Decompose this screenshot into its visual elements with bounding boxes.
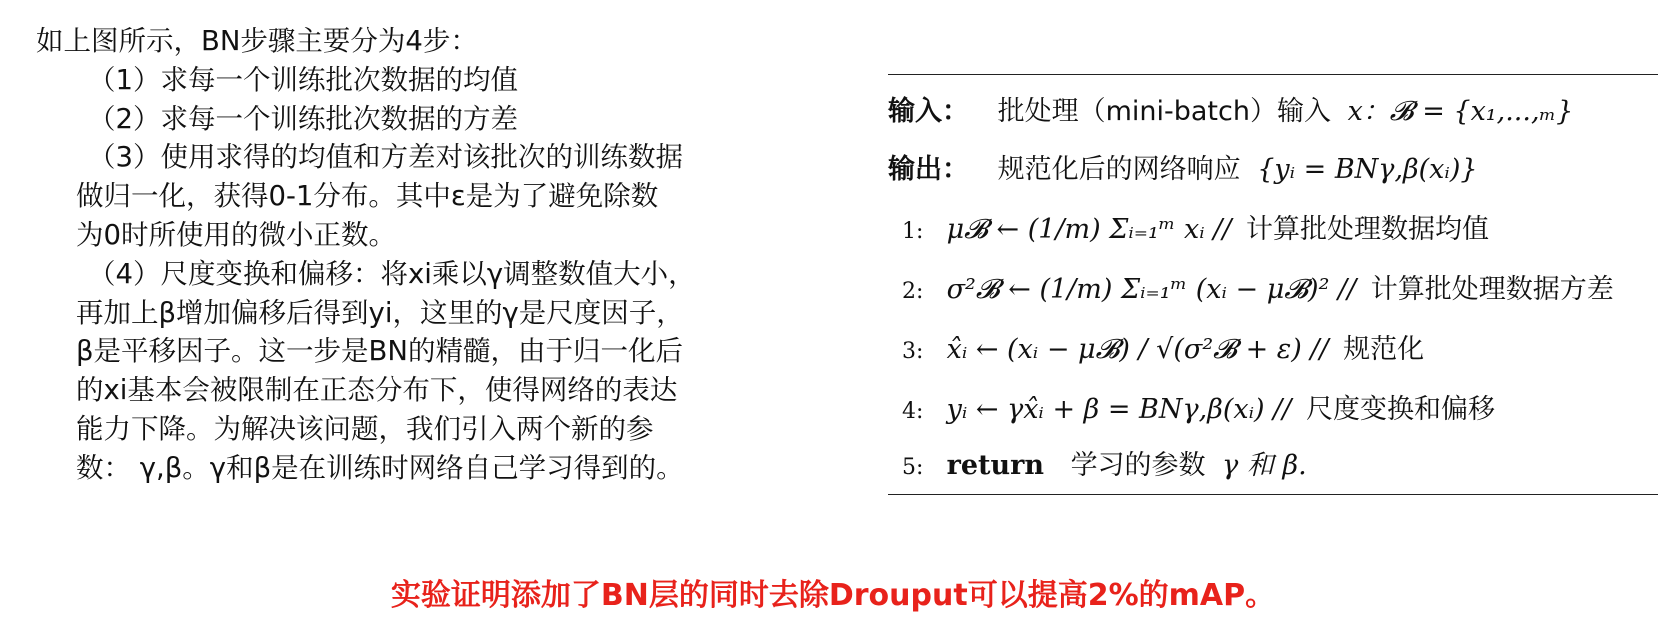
conclusion-text: 实验证明添加了BN层的同时去除Drouput可以提高2%的mAP。 (390, 578, 1276, 613)
algo-step-2-number: 2: (902, 279, 924, 304)
algo-step-3-comment: 规范化 (1343, 334, 1425, 365)
algo-step-2-comment: 计算批处理数据方差 (1370, 274, 1614, 305)
bn-steps-explanation (36, 22, 806, 488)
algo-step-5-text: 学习的参数 (1070, 450, 1206, 481)
algo-step-4-row (902, 387, 1495, 426)
algo-step-4-math: yᵢ ← γx̂ᵢ + β = BNγ,β(xᵢ) // (946, 394, 1292, 425)
algo-input-text: 批处理（mini-batch）输入 (997, 96, 1331, 127)
algo-step-3-row (902, 327, 1424, 366)
step-3-line-3: 为0时所使用的微小正数。 (76, 218, 396, 251)
algo-step-2-math: σ²𝓑 ← (1/m) Σᵢ₌₁ᵐ (xᵢ − μ𝓑)² // (946, 274, 1357, 305)
algo-output-text: 规范化后的网络响应 (997, 154, 1241, 185)
step-3-line-2: 做归一化，获得0-1分布。其中ε是为了避免除数 (76, 180, 659, 213)
algo-step-4-comment: 尺度变换和偏移 (1305, 394, 1495, 425)
algo-step-5-number: 5: (902, 455, 924, 480)
algo-step-1-math: μ𝓑 ← (1/m) Σᵢ₌₁ᵐ xᵢ // (946, 214, 1232, 245)
algo-input-label: 输入： (888, 96, 969, 127)
step-4-line-1: （4）尺度变换和偏移：将xi乘以γ调整数值大小， (88, 257, 696, 290)
bn-algorithm-box (888, 74, 1658, 495)
algo-output-label: 输出： (888, 154, 969, 185)
algo-input-math: x：𝓑 = {x₁,...,ₘ} (1347, 96, 1574, 127)
algo-output-math: {yᵢ = BNγ,β(xᵢ)} (1257, 154, 1478, 185)
algo-step-5-row (902, 443, 1307, 482)
step-3-line-1: （3）使用求得的均值和方差对该批次的训练数据 (88, 141, 683, 174)
step-4-line-5: 能力下降。为解决该问题，我们引入两个新的参 (76, 412, 654, 445)
step-4-line-6: 数： γ,β。γ和β是在训练时网络自己学习得到的。 (76, 451, 684, 484)
algo-step-5-math: γ 和 β. (1222, 450, 1307, 481)
algo-input-row (888, 89, 1573, 128)
algo-step-4-number: 4: (902, 399, 924, 424)
algo-step-1-number: 1: (902, 219, 924, 244)
step-4-line-3: β是平移因子。这一步是BN的精髓，由于归一化后 (76, 335, 683, 368)
step-4-line-2: 再加上β增加偏移后得到yi，这里的γ是尺度因子， (76, 296, 684, 329)
algo-step-1-comment: 计算批处理数据均值 (1246, 214, 1490, 245)
step-4-line-4: 的xi基本会被限制在正态分布下，使得网络的表达 (76, 374, 678, 407)
algo-step-2-row (902, 267, 1614, 306)
step-1-line: （1）求每一个训练批次数据的均值 (88, 63, 518, 96)
intro-line: 如上图所示，BN步骤主要分为4步： (36, 25, 478, 57)
algo-step-1-row (902, 207, 1489, 246)
algo-step-5-keyword: return (946, 450, 1044, 481)
step-2-line: （2）求每一个训练批次数据的方差 (88, 102, 518, 135)
algo-step-3-number: 3: (902, 339, 924, 364)
algo-output-row (888, 147, 1478, 186)
algo-step-3-math: x̂ᵢ ← (xᵢ − μ𝓑) / √(σ²𝓑 + ε) // (946, 334, 1329, 365)
